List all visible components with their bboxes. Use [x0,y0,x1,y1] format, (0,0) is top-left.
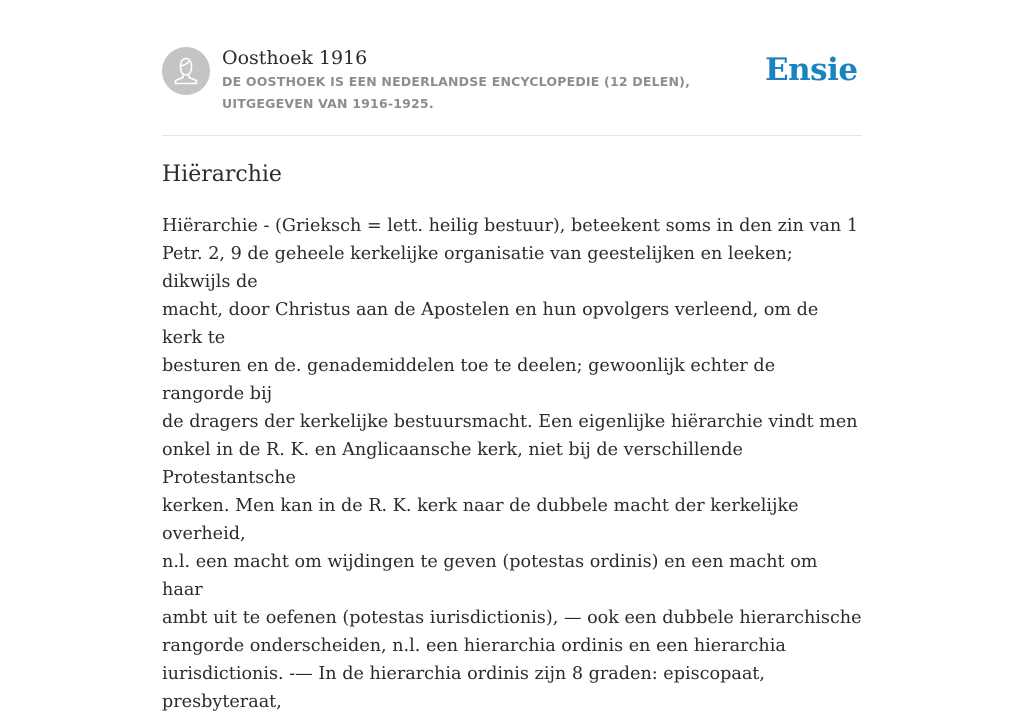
article-body [162,212,862,716]
source-avatar[interactable] [162,47,210,95]
source-header [162,46,862,116]
article-line: kerken. Men kan in de R. K. kerk naar de dubbele macht der kerkelijke overheid, [162,496,799,544]
article-line: iurisdictionis. -— In de hierarchia ordinis zijn 8 graden: episcopaat, presbyteraat, [162,664,765,712]
user-silhouette-icon [162,47,210,95]
article-line: Hiërarchie - (Grieksch = lett. heilig bestuur), beteekent soms in den zin van 1 [162,216,859,236]
article-title: Hiërarchie [162,162,282,187]
article-line: macht, door Christus aan de Apostelen en hun opvolgers verleend, om de kerk te [162,300,819,348]
article-line: de dragers der kerkelijke bestuursmacht. Een eigenlijke hiërarchie vindt men [162,412,858,432]
ensie-logo[interactable]: Ensie [765,52,858,88]
article-line: Petr. 2, 9 de geheele kerkelijke organisatie van geestelijken en leeken; dikwijls de [162,244,793,292]
article-line: ambt uit te oefenen (potestas iurisdictionis), — ook een dubbele hierarchische [162,608,862,628]
article-line: n.l. een macht om wijdingen te geven (potestas ordinis) en een macht om haar [162,552,818,600]
header-divider [162,135,862,136]
article-line: besturen en de. genademiddelen toe te deelen; gewoonlijk echter de rangorde bij [162,356,776,404]
source-description: DE OOSTHOEK IS EEN NEDERLANDSE ENCYCLOPEDIE (12 DELEN), UITGEGEVEN VAN 1916-1925. [222,74,691,111]
article-line: rangorde onderscheiden, n.l. een hierarchia ordinis en een hierarchia [162,636,786,656]
source-title[interactable]: Oosthoek 1916 [222,47,368,69]
article-line: onkel in de R. K. en Anglicaansche kerk, niet bij de verschillende Protestantsche [162,440,743,488]
